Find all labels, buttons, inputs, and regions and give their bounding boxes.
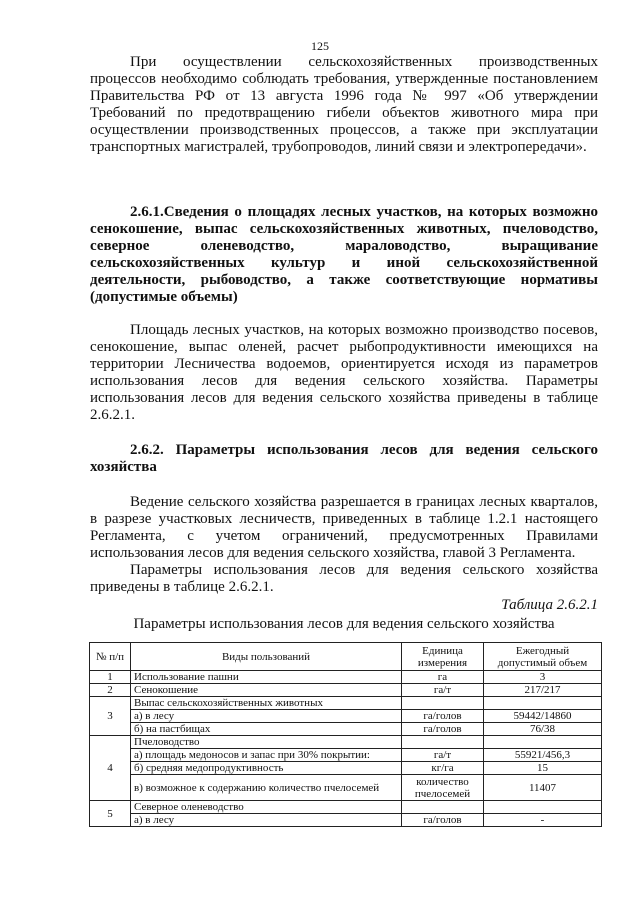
table-row [90,749,602,762]
cell-num: 2 [90,684,131,697]
table-row [90,723,602,736]
cell-volume: 59442/14860 [484,710,602,723]
table-row [90,762,602,775]
cell-volume-empty [484,736,602,749]
table-row [90,814,602,827]
header-num: № п/п [90,643,131,671]
cell-type: Использование пашни [131,671,402,684]
table-header-row [90,643,602,671]
cell-num: 4 [90,736,131,801]
cell-unit: кг/га [402,762,484,775]
table-row [90,801,602,814]
cell-volume-empty [484,697,602,710]
cell-num: 1 [90,671,131,684]
cell-unit: га/голов [402,723,484,736]
paragraph-requirements: При осуществлении сельскохозяйственных производственных процессов необходимо соблюдать требования, утвержденные постановлением Правительства РФ от 13 августа 1996 года № 997 «Об утверждении Требований по предотвращению гибели объектов животного мира при осуществлении производственных процессов, а также при эксплуатации транспортных магистралей, трубопроводов, линий связи и электропередачи». [90,54,598,155]
cell-unit: га [402,671,484,684]
cell-type: а) в лесу [131,814,402,827]
cell-num: 5 [90,801,131,827]
cell-volume: 217/217 [484,684,602,697]
cell-type: Выпас сельскохозяйственных животных [131,697,402,710]
table-row [90,671,602,684]
cell-unit-empty [402,801,484,814]
cell-volume: 11407 [484,775,602,801]
cell-unit: количество пчелосемей [402,775,484,801]
cell-unit: га/голов [402,814,484,827]
table-label: Таблица 2.6.2.1 [501,597,598,613]
cell-unit-empty [402,697,484,710]
table-title: Параметры использования лесов для ведения сельского хозяйства [133,616,555,632]
cell-volume: 76/38 [484,723,602,736]
table-row [90,684,602,697]
cell-volume: 55921/456,3 [484,749,602,762]
cell-unit: га/голов [402,710,484,723]
cell-unit: га/т [402,749,484,762]
header-type: Виды пользований [131,643,402,671]
table-row [90,775,602,801]
page-number: 125 [311,39,329,53]
cell-type: б) на пастбищах [131,723,402,736]
cell-volume: 3 [484,671,602,684]
cell-volume: - [484,814,602,827]
paragraph-agriculture-permitted: Ведение сельского хозяйства разрешается в границах лесных кварталов, в разрезе участковых лесничеств, приведенных в таблице 1.2.1 настоящего Регламента, с учетом ограничений, предусмотренных Правилами использования лесов для ведения сельского хозяйства, главой 3 Регламента. [90,494,598,561]
parameters-table [89,642,602,827]
cell-type: Сенокошение [131,684,402,697]
header-unit: Единица измерения [402,643,484,671]
cell-type: а) в лесу [131,710,402,723]
header-volume: Ежегодный допустимый объем [484,643,602,671]
paragraph-forest-area: Площадь лесных участков, на которых возможно производство посевов, сенокошение, выпас оленей, расчет рыбопродуктивности имеющихся на территории Лесничества водоемов, ориентируется исходя из параметров использования лесов для ведения сельского хозяйства. Параметры использования лесов для ведения сельского хозяйства приведены в таблице 2.6.2.1. [90,322,598,423]
cell-unit-empty [402,736,484,749]
paragraph-table-reference: Параметры использования лесов для ведения сельского хозяйства приведены в таблице 2.6.2.1. [90,562,598,595]
cell-volume: 15 [484,762,602,775]
table-row [90,697,602,710]
section-heading-2-6-1: 2.6.1.Сведения о площадях лесных участков, на которых возможно сенокошение, выпас сельскохозяйственных животных, пчеловодство, северное оленеводство, мараловодство, выращивание сельскохозяйственных культур и иной сельскохозяйственной деятельности, рыбоводство, а также соответствующие нормативы (допустимые объемы) [90,204,598,305]
cell-type: в) возможное к содержанию количество пчелосемей [131,775,402,801]
section-heading-2-6-2: 2.6.2. Параметры использования лесов для ведения сельского хозяйства [90,442,598,475]
cell-type: Северное оленеводство [131,801,402,814]
cell-num: 3 [90,697,131,736]
cell-type: Пчеловодство [131,736,402,749]
table-row [90,710,602,723]
cell-unit: га/т [402,684,484,697]
cell-type: а) площадь медоносов и запас при 30% покрытии: [131,749,402,762]
table-row [90,736,602,749]
cell-volume-empty [484,801,602,814]
cell-type: б) средняя медопродуктивность [131,762,402,775]
